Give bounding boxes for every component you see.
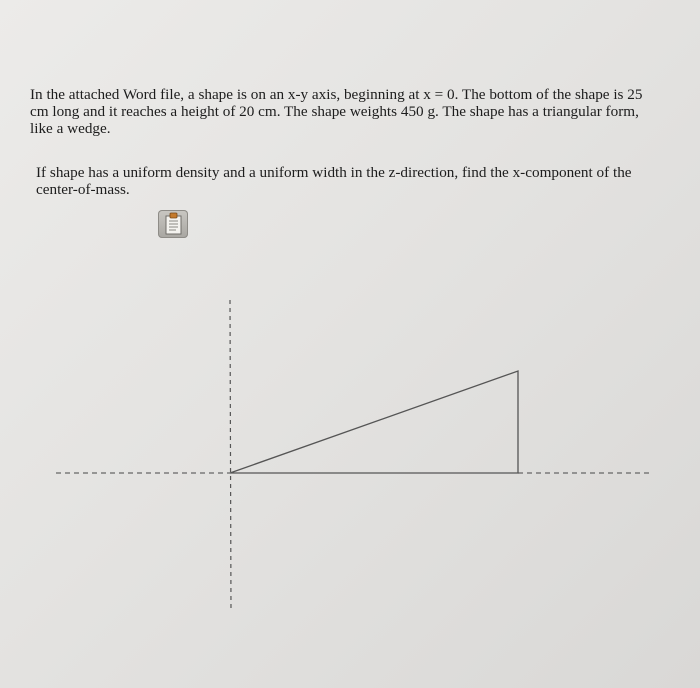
y-axis	[230, 300, 231, 612]
problem-paragraph-2: If shape has a uniform density and a uniform width in the z-direction, find the x-component of the center-of-mass.	[36, 164, 632, 198]
problem-paragraph-1: In the attached Word file, a shape is on an x-y axis, beginning at x = 0. The bottom of the shape is 25 cm long and it reaches a height of 20 cm. The shape weights 450 g. The shape has a triangular form, like a wedge.	[30, 86, 643, 137]
triangle-wedge	[230, 371, 518, 473]
